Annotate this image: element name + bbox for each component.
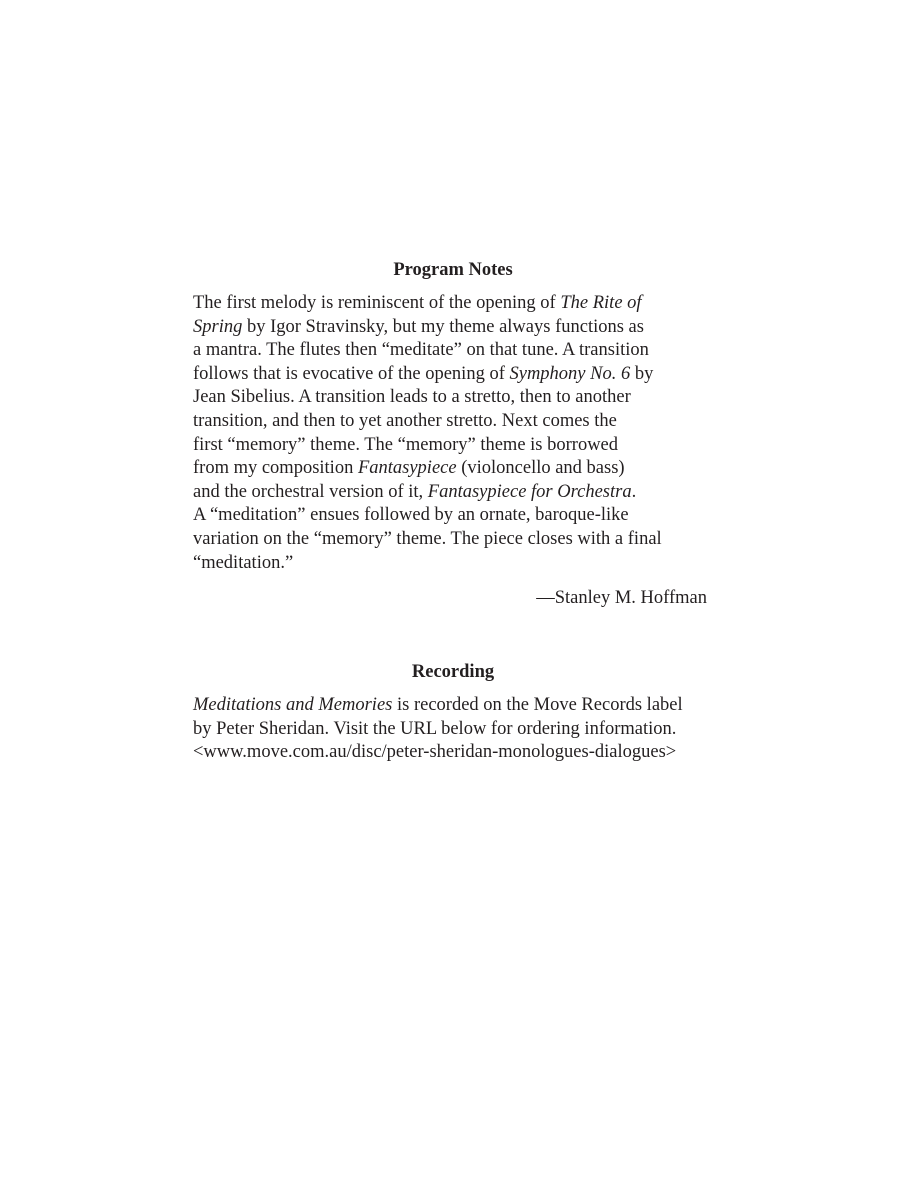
text-run: <www.move.com.au/disc/peter-sheridan-monologues-dialogues> [193, 742, 677, 763]
text-run: follows that is evocative of the opening of [193, 363, 510, 384]
text-run: from my composition [193, 458, 358, 479]
text-run: by Peter Sheridan. Visit the URL below for ordering information. [193, 718, 677, 739]
italic-title: Meditations and Memories [193, 695, 393, 716]
text-run: by Igor Stravinsky, but my theme always functions as [242, 316, 644, 337]
text-run: and the orchestral version of it, [193, 481, 428, 502]
text-line [193, 528, 713, 552]
text-line [193, 552, 713, 576]
recording-heading: Recording [411, 662, 495, 683]
italic-title: The Rite of [560, 293, 642, 313]
text-run: variation on the “memory” theme. The piece closes with a final [193, 528, 662, 549]
text-run: “meditation.” [193, 552, 294, 573]
text-line [193, 339, 713, 363]
recording-body [193, 694, 713, 765]
text-line [193, 741, 713, 765]
text-line [193, 363, 713, 387]
italic-title: Fantasypiece [357, 458, 457, 479]
text-run: is recorded on the Move Records label [392, 695, 683, 716]
program-notes-heading: Program Notes [393, 260, 513, 280]
program-notes-body [193, 292, 713, 575]
text-run: Jean Sibelius. A transition leads to a stretto, then to another [193, 387, 631, 408]
text-line [193, 410, 713, 434]
page-content [193, 258, 713, 765]
text-run: (violoncello and bass) [456, 458, 625, 479]
text-line [193, 386, 713, 410]
text-run: The first melody is reminiscent of the opening of [193, 293, 561, 313]
text-line [193, 504, 713, 528]
text-run: first “memory” theme. The “memory” theme is borrowed [193, 434, 619, 455]
text-line [193, 457, 713, 481]
italic-title: Fantasypiece for Orchestra [427, 481, 632, 502]
text-run: by [630, 363, 654, 384]
author-attribution: —Stanley M. Hoffman [536, 588, 707, 609]
text-line [193, 694, 713, 718]
text-run: A “meditation” ensues followed by an ornate, baroque-like [193, 505, 629, 526]
italic-title: Spring [193, 316, 243, 337]
text-line [193, 718, 713, 742]
text-line [193, 481, 713, 505]
text-run: transition, and then to yet another stretto. Next comes the [193, 410, 617, 431]
text-run: a mantra. The flutes then “meditate” on that tune. A transition [193, 340, 649, 361]
text-line [193, 434, 713, 458]
italic-title: Symphony No. 6 [509, 363, 631, 384]
text-run: . [631, 481, 637, 502]
text-line [193, 316, 713, 340]
text-line [193, 292, 713, 316]
